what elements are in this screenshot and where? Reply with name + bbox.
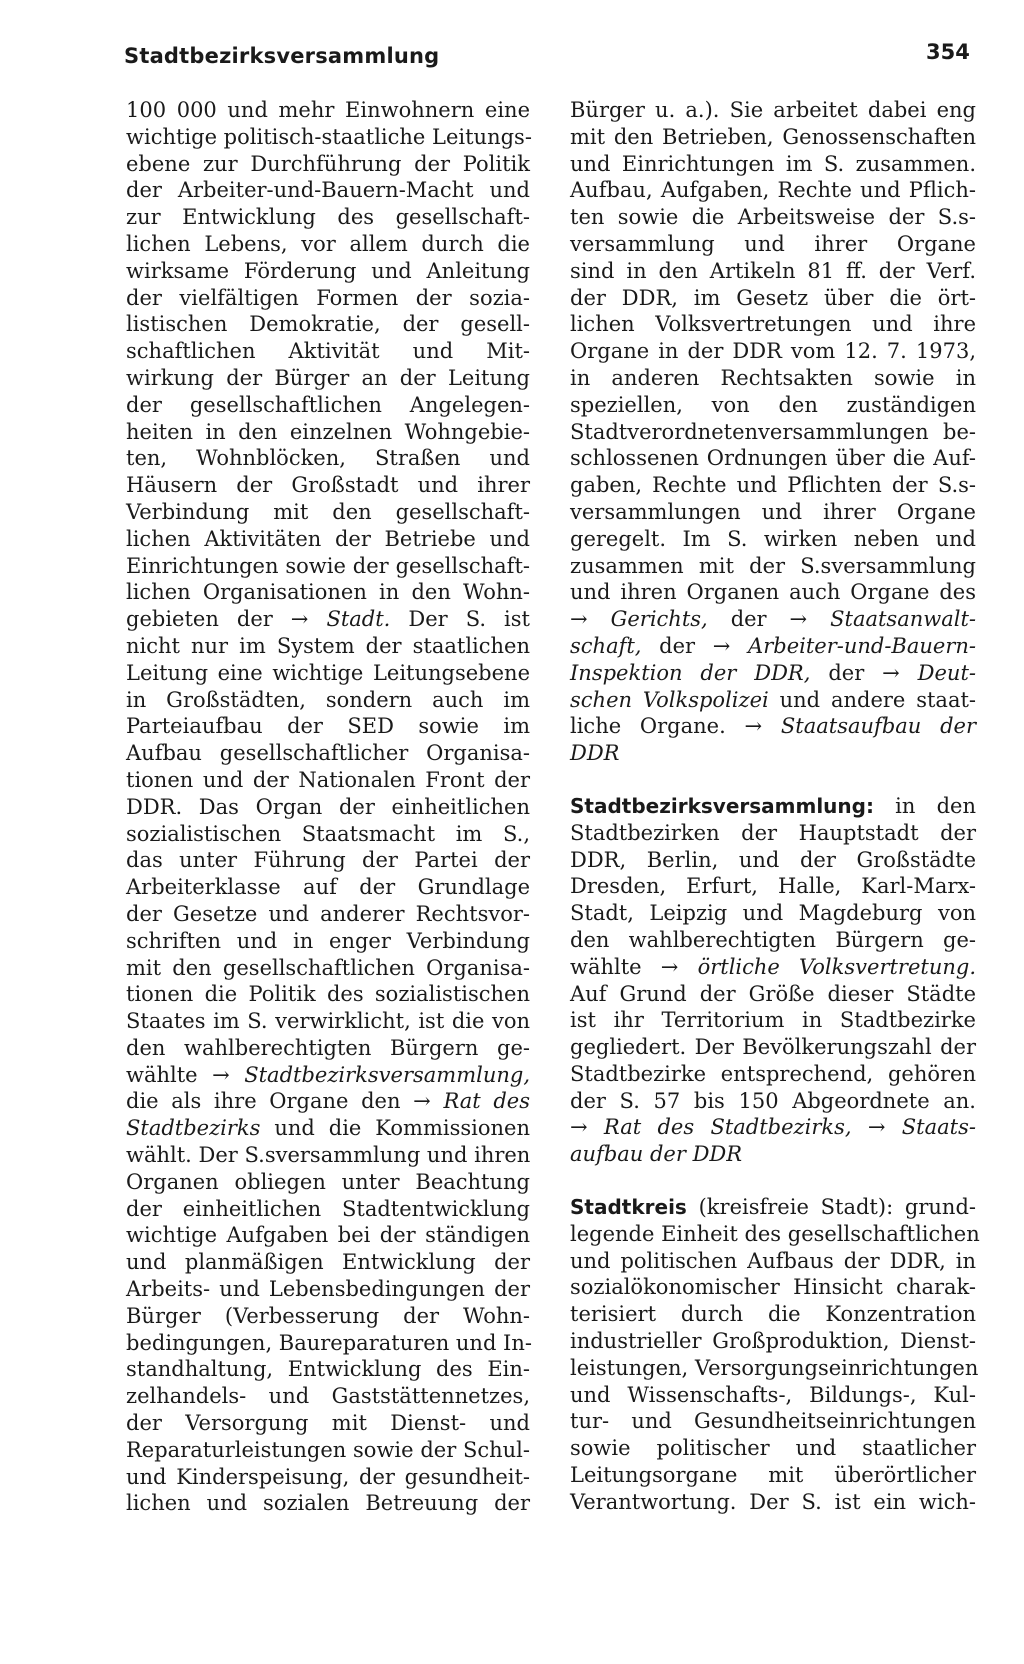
cross-reference: Arbeiter-und-Bauern- <box>748 633 976 658</box>
text-line: der Versorgung mit Dienst- und <box>126 1411 530 1436</box>
text-line: Arbeiterklasse auf der Grundlage <box>126 875 530 900</box>
text-line: der S. 57 bis 150 Abgeordnete an. <box>570 1088 976 1113</box>
cross-reference: Staatsaufbau der <box>780 714 976 739</box>
text-line: Reparaturleistungen sowie der Schul- <box>126 1437 530 1462</box>
text-line: in Großstädten, sondern auch im <box>126 687 530 712</box>
text-line: Verbindung mit den gesellschaft- <box>126 499 530 524</box>
text-line: lichen Volksvertretungen und ihre <box>570 312 976 337</box>
text-line: standhaltung, Entwicklung des Ein- <box>126 1357 530 1382</box>
text-line: Einrichtungen sowie der gesellschaft- <box>126 553 530 578</box>
text-line: mit den Betrieben, Genossenschaften <box>570 124 976 149</box>
text-line: zur Entwicklung des gesellschaft- <box>126 205 530 230</box>
text-line: tur- und Gesundheitseinrichtungen <box>570 1409 976 1434</box>
text-line: und Wissenschafts-, Bildungs-, Kul- <box>570 1382 976 1407</box>
text-line: industrieller Großproduktion, Dienst- <box>570 1329 976 1354</box>
text-line: schaft, der → Arbeiter-und-Bauern- <box>570 633 976 658</box>
text-line: schen Volkspolizei und andere staat- <box>570 687 976 712</box>
text-line: versammlung und ihrer Organe <box>570 231 976 256</box>
cross-reference: Deut- <box>917 660 976 685</box>
text-line: schlossenen Ordnungen über die Auf- <box>570 446 976 471</box>
text-line: und planmäßigen Entwicklung der <box>126 1250 530 1275</box>
text-line: sind in den Artikeln 81 ff. der Verf. <box>570 258 976 283</box>
text-line: heiten in den einzelnen Wohngebie- <box>126 419 530 444</box>
text-line: Leitung eine wichtige Leitungsebene <box>126 660 530 685</box>
text-line: gebieten der → Stadt. Der S. ist <box>126 607 530 632</box>
cross-reference: örtliche Volksvertretung. <box>697 954 976 979</box>
text-line: ist ihr Territorium in Stadtbezirke <box>570 1008 976 1033</box>
text-line: 100 000 und mehr Einwohnern eine <box>126 98 530 122</box>
cross-reference: DDR <box>570 741 620 766</box>
cross-reference: Staats- <box>901 1115 976 1140</box>
text-line: lichen Lebens, vor allem durch die <box>126 231 530 256</box>
text-line: und Einrichtungen im S. zusammen. <box>570 151 976 176</box>
running-head: Stadtbezirksversammlung <box>124 44 440 68</box>
cross-reference: Inspektion der DDR, <box>570 660 811 685</box>
cross-reference: Stadtbezirksversammlung, <box>244 1062 530 1087</box>
text-line: Parteiaufbau der SED sowie im <box>126 714 530 739</box>
text-line: tionen und der Nationalen Front der <box>126 767 530 792</box>
text-line: speziellen, von den zuständigen <box>570 392 976 417</box>
text-line: geregelt. Im S. wirken neben und <box>570 526 976 551</box>
text-line: lichen Organisationen in den Wohn- <box>126 580 530 605</box>
text-line: terisiert durch die Konzentration <box>570 1302 976 1327</box>
text-line: Auf Grund der Größe dieser Städte <box>570 981 976 1006</box>
text-line: sozialökonomischer Hinsicht charak- <box>570 1275 976 1300</box>
text-line: zelhandels- und Gaststättennetzes, <box>126 1384 530 1409</box>
text-line: der gesellschaftlichen Angelegen- <box>126 392 530 417</box>
text-line: schriften und in enger Verbindung <box>126 928 530 953</box>
text-line: Staates im S. verwirklicht, ist die von <box>126 1009 530 1034</box>
cross-reference: Stadt. <box>326 607 391 632</box>
text-line: die als ihre Organe den → Rat des <box>126 1089 530 1114</box>
text-line: listischen Demokratie, der gesell- <box>126 312 530 337</box>
text-line: ten, Wohnblöcken, Straßen und <box>126 446 530 471</box>
text-line: Stadtbezirke entsprechend, gehören <box>570 1061 976 1086</box>
text-line: das unter Führung der Partei der <box>126 848 530 873</box>
text-line: Aufbau, Aufgaben, Rechte und Pflich- <box>570 178 976 203</box>
text-line: Aufbau gesellschaftlicher Organisa- <box>126 741 530 766</box>
text-line: den wahlberechtigten Bürgern ge- <box>570 927 976 952</box>
text-line: der Gesetze und anderer Rechtsvor- <box>126 901 530 926</box>
text-line: und Kinderspeisung, der gesundheit- <box>126 1464 530 1489</box>
text-line: Dresden, Erfurt, Halle, Karl-Marx- <box>570 874 976 899</box>
text-line: wählte → Stadtbezirksversammlung, <box>126 1062 530 1087</box>
text-line: wirkung der Bürger an der Leitung <box>126 365 530 390</box>
text-line: lichen Aktivitäten der Betriebe und <box>126 526 530 551</box>
text-line: DDR. Das Organ der einheitlichen <box>126 794 530 819</box>
text-line: → Gerichts, der → Staatsanwalt- <box>570 607 976 632</box>
text-line: leistungen, Versorgungseinrichtungen <box>570 1355 979 1380</box>
text-line: tionen die Politik des sozialistischen <box>126 982 530 1007</box>
text-line: Inspektion der DDR, der → Deut- <box>570 660 976 685</box>
cross-reference: Rat des Stadtbezirks, <box>603 1115 852 1140</box>
text-line: Bürger (Verbesserung der Wohn- <box>126 1303 530 1328</box>
text-line: wichtige Aufgaben bei der ständigen <box>126 1223 530 1248</box>
cross-reference: Rat des <box>443 1089 530 1114</box>
cross-reference: Staatsanwalt- <box>830 607 976 632</box>
text-line: Organe in der DDR vom 12. 7. 1973, <box>570 339 976 364</box>
text-line: mit den gesellschaftlichen Organisa- <box>126 955 530 980</box>
text-line: Stadtbezirks und die Kommissionen <box>126 1116 530 1141</box>
text-line: Leitungsorgane mit überörtlicher <box>570 1463 976 1488</box>
text-line: Stadtbezirken der Hauptstadt der <box>570 820 976 845</box>
page-number: 354 <box>926 40 970 64</box>
cross-reference: schaft, <box>570 633 642 658</box>
text-line: zusammen mit der S.sversammlung <box>570 553 976 578</box>
text-line: wirksame Förderung und Anleitung <box>126 258 530 283</box>
text-line: und ihren Organen auch Organe des <box>570 580 976 605</box>
text-line: Häusern der Großstadt und ihrer <box>126 473 530 498</box>
text-line: ten sowie die Arbeitsweise der S.s- <box>570 205 976 230</box>
text-line: legende Einheit des gesellschaftlichen <box>570 1221 980 1246</box>
text-line: der DDR, im Gesetz über die ört- <box>570 285 976 310</box>
text-line: bedingungen, Baureparaturen und In- <box>126 1330 532 1355</box>
entry-gap <box>570 767 976 793</box>
text-line: Stadtkreis (kreisfreie Stadt): grund- <box>570 1195 976 1220</box>
text-line: Stadtbezirksversammlung: in den <box>570 793 976 818</box>
text-line: der einheitlichen Stadtentwicklung <box>126 1196 530 1221</box>
text-line: und politischen Aufbaus der DDR, in <box>570 1248 976 1273</box>
text-line: Stadtverordnetenversammlungen be- <box>570 419 976 444</box>
right-column <box>570 97 980 1516</box>
left-column <box>126 97 530 1517</box>
cross-reference: schen Volkspolizei <box>570 687 769 712</box>
entry-headword: Stadtkreis <box>570 1195 687 1220</box>
text-line: gegliedert. Der Bevölkerungszahl der <box>570 1035 976 1060</box>
cross-reference: Stadtbezirks <box>126 1116 261 1141</box>
entry-gap <box>570 1168 976 1194</box>
text-line: ebene zur Durchführung der Politik <box>126 151 530 176</box>
text-line: Verantwortung. Der S. ist ein wich- <box>570 1489 976 1514</box>
text-line: DDR, Berlin, und der Großstädte <box>570 847 976 872</box>
text-line <box>570 740 976 767</box>
text-line: Organen obliegen unter Beachtung <box>126 1169 530 1194</box>
cross-reference: aufbau der DDR <box>570 1142 743 1167</box>
text-line: wählt. Der S.sversammlung und ihren <box>126 1143 531 1168</box>
text-line: → Rat des Stadtbezirks, → Staats- <box>570 1115 976 1140</box>
text-line: Arbeits- und Lebensbedingungen der <box>126 1277 530 1302</box>
text-line: nicht nur im System der staatlichen <box>126 633 530 658</box>
entry-headword: Stadtbezirksversammlung: <box>570 793 874 818</box>
text-line: schaftlichen Aktivität und Mit- <box>126 339 530 364</box>
text-line: den wahlberechtigten Bürgern ge- <box>126 1035 530 1060</box>
cross-reference: Gerichts, <box>610 607 708 632</box>
text-line: der Arbeiter-und-Bauern-Macht und <box>126 178 530 203</box>
text-line: wichtige politisch-staatliche Leitungs- <box>126 124 532 149</box>
text-line: wählte → örtliche Volksvertretung. <box>570 954 976 979</box>
text-line: sowie politischer und staatlicher <box>570 1436 976 1461</box>
text-line: gaben, Rechte und Pflichten der S.s- <box>570 473 976 498</box>
text-line: Stadt, Leipzig und Magdeburg von <box>570 901 976 926</box>
text-line: sozialistischen Staatsmacht im S., <box>126 821 530 846</box>
text-line: Bürger u. a.). Sie arbeitet dabei eng <box>570 98 976 122</box>
text-line: in anderen Rechtsakten sowie in <box>570 365 976 390</box>
text-line: versammlungen und ihrer Organe <box>570 499 976 524</box>
text-line: liche Organe. → Staatsaufbau der <box>570 714 976 739</box>
text-line: lichen und sozialen Betreuung der <box>126 1491 530 1516</box>
text-line <box>570 1141 976 1168</box>
text-line: der vielfältigen Formen der sozia- <box>126 285 530 310</box>
